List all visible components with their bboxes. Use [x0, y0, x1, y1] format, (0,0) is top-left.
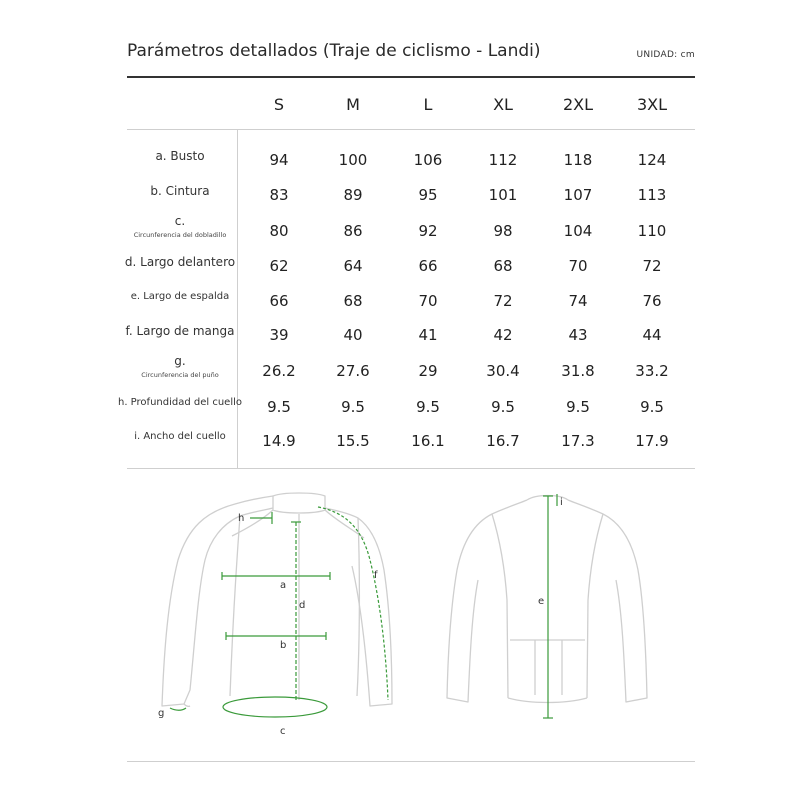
table-cell: 89: [343, 186, 363, 204]
label-e: e: [538, 596, 545, 607]
size-header-xl: XL: [493, 95, 513, 114]
table-cell: 16.1: [411, 432, 445, 450]
table-cell: 74: [568, 292, 588, 310]
measure-c-hem: [223, 697, 327, 717]
table-cell: 17.9: [635, 432, 669, 450]
label-d: d: [299, 600, 306, 611]
row-label-sub: Circunferencia del dobladillo: [133, 230, 227, 239]
page-title: Parámetros detallados (Traje de ciclismo - Landi): [127, 41, 541, 61]
table-cell: 31.8: [561, 362, 595, 380]
table-cell: 100: [338, 151, 368, 169]
label-g: g: [158, 708, 165, 719]
measurement-lines: [170, 494, 557, 718]
table-cell: 94: [269, 151, 289, 169]
table-cell: 9.5: [341, 398, 365, 416]
table-cell: 27.6: [336, 362, 370, 380]
table-cell: 98: [493, 222, 513, 240]
size-header-2xl: 2XL: [562, 95, 594, 114]
table-cell: 92: [418, 222, 438, 240]
table-cell: 29: [418, 362, 438, 380]
table-cell: 62: [269, 257, 289, 275]
table-cell: 101: [488, 186, 518, 204]
label-a: a: [280, 580, 287, 591]
table-cell: 104: [563, 222, 593, 240]
measure-g-cuff: [170, 708, 186, 710]
table-cell: 70: [418, 292, 438, 310]
table-cell: 9.5: [566, 398, 590, 416]
table-cell: 86: [343, 222, 363, 240]
table-cell: 9.5: [267, 398, 291, 416]
row-label-main: c.: [174, 214, 186, 228]
label-h: h: [238, 513, 245, 524]
table-cell: 124: [637, 151, 667, 169]
row-label-main: i. Ancho del cuello: [134, 431, 226, 442]
table-cell: 9.5: [640, 398, 664, 416]
table-cell: 30.4: [486, 362, 520, 380]
row-label-main: h. Profundidad del cuello: [117, 397, 242, 408]
label-i: i: [560, 497, 563, 508]
table-cell: 43: [568, 326, 588, 344]
measure-f-sleeve: [318, 507, 388, 700]
row-label-sub: Circunferencia del puño: [141, 370, 219, 379]
table-cell: 16.7: [486, 432, 520, 450]
size-header-l: L: [423, 95, 433, 114]
table-cell: 41: [418, 326, 438, 344]
table-cell: 80: [269, 222, 289, 240]
table-cell: 70: [568, 257, 588, 275]
size-header-s: S: [273, 95, 285, 114]
unit-label: UNIDAD: cm: [636, 50, 695, 60]
table-cell: 112: [488, 151, 518, 169]
table-cell: 110: [637, 222, 667, 240]
table-cell: 9.5: [491, 398, 515, 416]
table-cell: 83: [269, 186, 289, 204]
table-cell: 106: [413, 151, 443, 169]
size-header-m: M: [346, 95, 360, 114]
label-c: c: [280, 726, 286, 737]
row-label-main: b. Cintura: [150, 184, 210, 198]
row-label-main: e. Largo de espalda: [130, 291, 230, 302]
table-cell: 76: [642, 292, 662, 310]
table-cell: 72: [493, 292, 513, 310]
table-cell: 72: [642, 257, 662, 275]
row-label-main: a. Busto: [155, 149, 205, 163]
table-cell: 64: [343, 257, 363, 275]
label-f: f: [374, 570, 378, 581]
row-label-main: d. Largo delantero: [124, 255, 236, 269]
table-cell: 39: [269, 326, 289, 344]
table-cell: 9.5: [416, 398, 440, 416]
table-cell: 42: [493, 326, 513, 344]
table-cell: 44: [642, 326, 662, 344]
table-cell: 26.2: [262, 362, 296, 380]
row-label-main: f. Largo de manga: [125, 324, 235, 338]
table-cell: 107: [563, 186, 593, 204]
label-b: b: [280, 640, 287, 651]
table-cell: 14.9: [262, 432, 296, 450]
size-header-3xl: 3XL: [636, 95, 668, 114]
table-cell: 40: [343, 326, 363, 344]
table-cell: 33.2: [635, 362, 669, 380]
front-jersey-outline: [162, 493, 392, 706]
table-cell: 68: [343, 292, 363, 310]
table-cell: 17.3: [561, 432, 595, 450]
table-cell: 68: [493, 257, 513, 275]
back-jersey-outline: [447, 496, 647, 703]
table-cell: 95: [418, 186, 438, 204]
table-cell: 15.5: [336, 432, 370, 450]
row-label-main: g.: [174, 354, 186, 368]
table-cell: 118: [563, 151, 593, 169]
table-cell: 66: [269, 292, 289, 310]
table-cell: 66: [418, 257, 438, 275]
table-cell: 113: [637, 186, 667, 204]
